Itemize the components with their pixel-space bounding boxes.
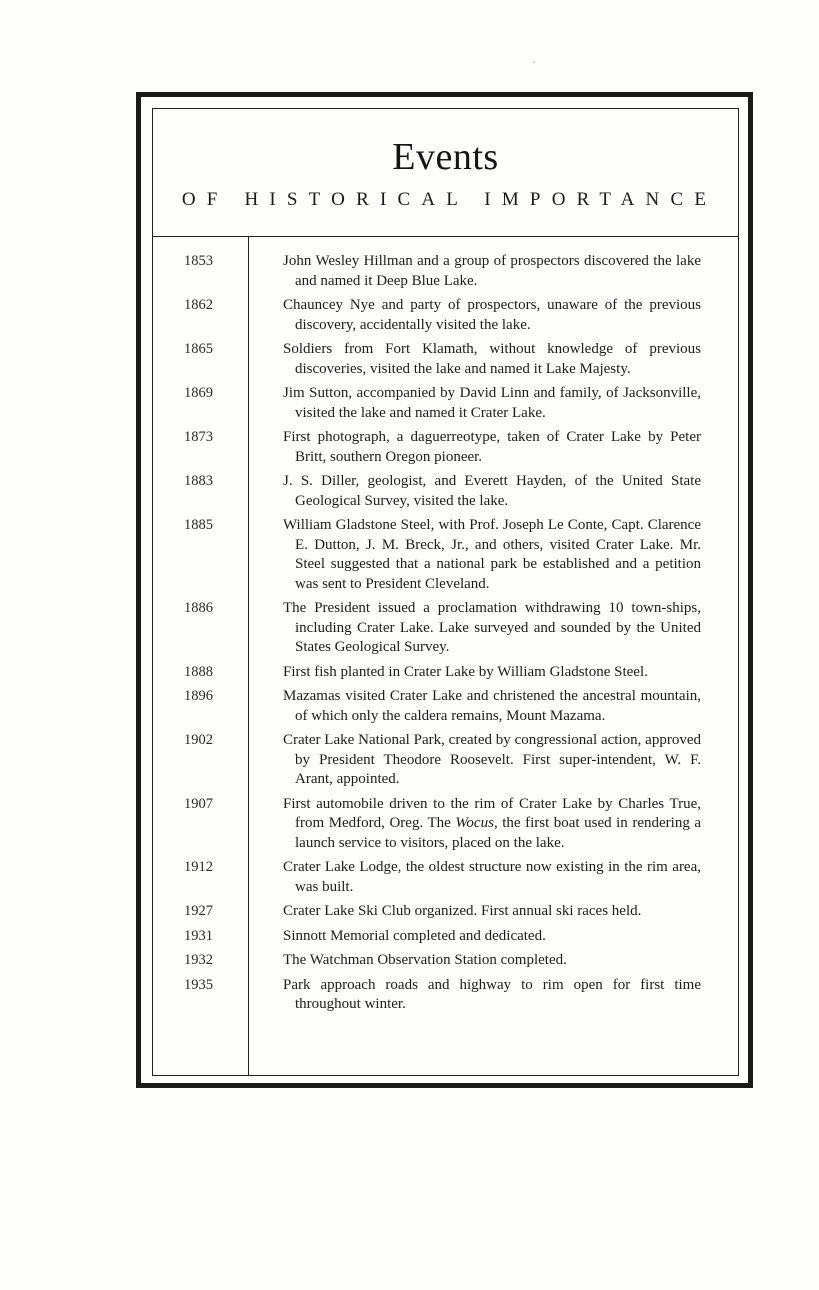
- event-row: [153, 384, 738, 423]
- event-year: 1935: [184, 976, 213, 993]
- event-description: Chauncey Nye and party of prospectors, unaware of the previous discovery, accidentally visited the lake.: [283, 297, 701, 333]
- event-description: The Watchman Observation Station completed.: [283, 952, 567, 968]
- event-description: First fish planted in Crater Lake by William Gladstone Steel.: [283, 663, 648, 680]
- event-year: 1927: [184, 903, 213, 919]
- event-row: [153, 516, 738, 594]
- event-year: 1896: [184, 688, 213, 704]
- event-description: John Wesley Hillman and a group of prospectors discovered the lake and named it Deep Blue Lake.: [283, 253, 701, 289]
- table-header: [153, 109, 738, 237]
- event-row: [153, 927, 738, 947]
- event-year: 1865: [184, 341, 213, 357]
- event-text-before: First automobile driven to the rim of Crater Lake by Charles True, from Medford, Oreg. The: [283, 795, 701, 831]
- event-description: J. S. Diller, geologist, and Everett Hayden, of the United State Geological Survey, visited the lake.: [283, 473, 701, 509]
- event-year: 1869: [184, 385, 213, 401]
- event-row: [153, 951, 738, 971]
- event-description: Crater Lake National Park, created by congressional action, approved by President Theodore Roosevelt. First super-intendent, W. F. Arant, appointed.: [283, 732, 701, 787]
- event-description: Mazamas visited Crater Lake and christened the ancestral mountain, of which only the caldera remains, Mount Mazama.: [283, 688, 701, 724]
- event-description: Soldiers from Fort Klamath, without knowledge of previous discoveries, visited the lake and named it Lake Majesty.: [283, 341, 701, 377]
- event-row: [153, 296, 738, 335]
- event-row: [153, 795, 738, 854]
- event-description: William Gladstone Steel, with Prof. Joseph Le Conte, Capt. Clarence E. Dutton, J. M. Breck, Jr., and others, visited Crater Lake. Mr. Steel suggested that a national park be established and a petition was sent to President Cleveland.: [283, 517, 701, 592]
- event-year: 1902: [184, 732, 213, 748]
- event-row: [153, 428, 738, 467]
- event-row: [153, 663, 738, 683]
- events-table: [152, 108, 739, 1076]
- event-row: [153, 858, 738, 897]
- event-row: [153, 340, 738, 379]
- event-year: 1912: [184, 859, 213, 875]
- event-year: 1907: [184, 795, 213, 812]
- page-subtitle: OF HISTORICAL IMPORTANCE: [181, 189, 718, 210]
- events-list: [153, 252, 738, 1020]
- event-description: Jim Sutton, accompanied by David Linn and family, of Jacksonville, visited the lake and named it Crater Lake.: [283, 385, 701, 421]
- event-year: 1883: [184, 473, 213, 489]
- page-title: Events: [392, 136, 499, 178]
- event-year: 1886: [184, 600, 213, 616]
- event-description: The President issued a proclamation withdrawing 10 town-ships, including Crater Lake. Lake surveyed and sounded by the United States Geological Survey.: [283, 600, 701, 655]
- event-year: 1862: [184, 297, 213, 313]
- event-row: [153, 976, 738, 1015]
- event-description: Sinnott Memorial completed and dedicated.: [283, 927, 546, 944]
- event-row: [153, 731, 738, 790]
- event-description: [283, 795, 701, 854]
- event-row: [153, 902, 738, 922]
- event-description: Crater Lake Ski Club organized. First annual ski races held.: [283, 903, 642, 919]
- event-text-after: , the first boat used in rendering a launch service to visitors, placed on the lake.: [295, 815, 702, 851]
- event-year: 1932: [184, 952, 213, 968]
- event-year: 1873: [184, 429, 213, 445]
- event-year: 1853: [184, 253, 213, 269]
- event-year: 1931: [184, 927, 213, 944]
- event-description: Crater Lake Lodge, the oldest structure now existing in the rim area, was built.: [283, 859, 701, 895]
- event-row: [153, 252, 738, 291]
- event-row: [153, 599, 738, 658]
- event-row: [153, 687, 738, 726]
- boat-name: Wocus: [455, 815, 494, 831]
- paper-speck: [533, 61, 535, 63]
- event-row: [153, 472, 738, 511]
- event-description: Park approach roads and highway to rim open for first time throughout winter.: [283, 976, 701, 1012]
- event-year: 1888: [184, 663, 213, 680]
- event-description: First photograph, a daguerreotype, taken of Crater Lake by Peter Britt, southern Oregon pioneer.: [283, 429, 701, 465]
- event-year: 1885: [184, 517, 213, 533]
